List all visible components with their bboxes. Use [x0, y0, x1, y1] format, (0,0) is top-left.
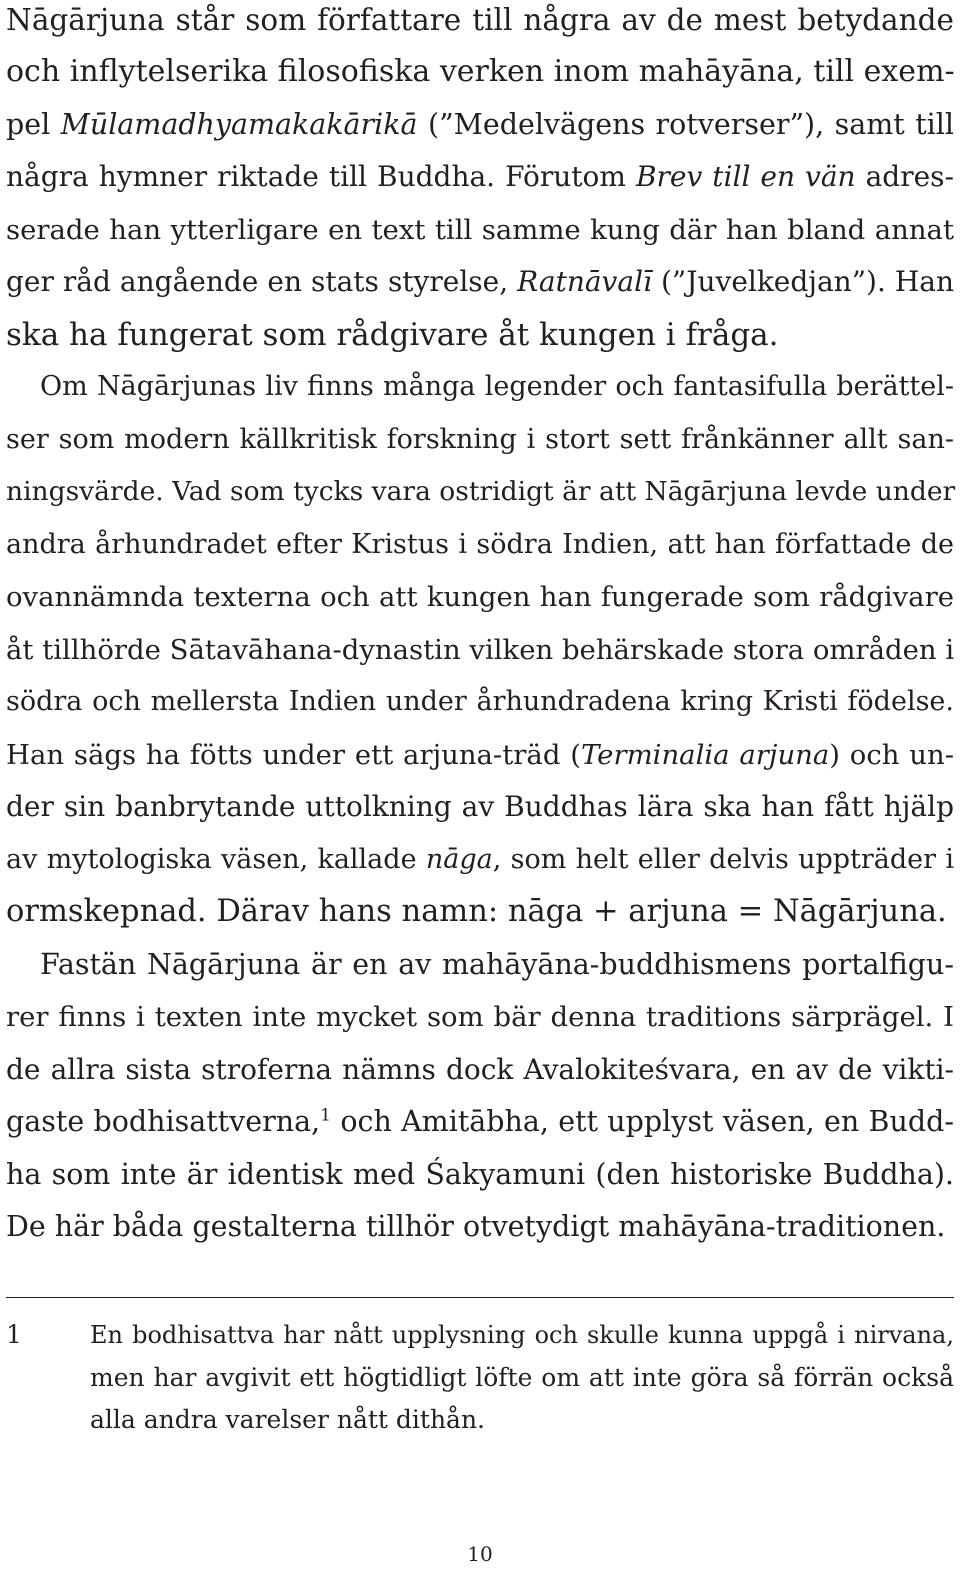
- footnote-separator: [6, 1297, 954, 1298]
- footnote-reference[interactable]: 1: [320, 1105, 332, 1126]
- italic-term: nāga: [425, 844, 493, 875]
- body-line: De här båda gestalterna tillhör otvetydigt mahāyāna-traditionen.: [6, 1210, 946, 1243]
- body-line: av mytologiska väsen, kallade nāga, som helt eller delvis uppträder i: [6, 844, 954, 875]
- body-line: ha som inte är identisk med Śakyamuni (den historiske Buddha).: [6, 1158, 954, 1191]
- body-line: serade han ytterligare en text till samme kung där han bland annat: [6, 214, 954, 246]
- body-line: södra och mellersta Indien under århundradena kring Kristi födelse.: [6, 686, 954, 717]
- page-number: 10: [467, 1542, 493, 1566]
- italic-species-name: Terminalia arjuna: [580, 739, 830, 771]
- italic-title: Ratnāvalī: [517, 265, 652, 298]
- footnote-line: men har avgivit ett högtidligt löfte om att inte göra så förrän också: [90, 1363, 954, 1392]
- body-line: ger råd angående en stats styrelse, Ratnāvalī (”Juvelkedjan”). Han: [6, 265, 955, 298]
- body-line: andra århundradet efter Kristus i södra Indien, att han författade de: [6, 529, 954, 560]
- body-line: åt tillhörde Sātavāhana-dynastin vilken behärskade stora områden i: [6, 634, 955, 666]
- body-line: ovannämnda texterna och att kungen han fungerade som rådgivare: [6, 581, 954, 613]
- italic-title: Mūlamadhyamakakārikā: [60, 108, 418, 141]
- body-line: ser som modern källkritisk forskning i stort sett frånkänner allt san-: [6, 424, 954, 455]
- body-line: de allra sista stroferna nämns dock Avalokiteśvara, en av de vikti-: [6, 1053, 954, 1086]
- footnote-line: En bodhisattva har nått upplysning och skulle kunna uppgå i nirvana,: [90, 1321, 954, 1349]
- body-line: några hymner riktade till Buddha. Förutom Brev till en vän adres-: [6, 160, 954, 193]
- body-line: pel Mūlamadhyamakakārikā (”Medelvägens rotverser”), samt till: [6, 108, 954, 141]
- body-line: Han sägs ha fötts under ett arjuna-träd (Terminalia arjuna) och un-: [6, 739, 954, 771]
- body-line: och inflytelserika filosofiska verken inom mahāyāna, till exem-: [6, 54, 955, 89]
- body-line: Om Nāgārjunas liv finns många legender och fantasifulla berättel-: [40, 371, 954, 402]
- footnote-line: alla andra varelser nått dithån.: [90, 1405, 485, 1434]
- body-line: ormskepnad. Därav hans namn: nāga + arjuna = Nāgārjuna.: [6, 894, 947, 929]
- body-line: Fastän Nāgārjuna är en av mahāyāna-buddhismens portalfigu-: [40, 948, 954, 981]
- body-line: rer finns i texten inte mycket som bär denna traditions särprägel. I: [6, 1001, 954, 1033]
- body-line: ningsvärde. Vad som tycks vara ostridigt är att Nāgārjuna levde under: [6, 476, 956, 507]
- italic-title: Brev till en vän: [635, 160, 856, 193]
- body-line: der sin banbrytande uttolkning av Buddhas lära ska han fått hjälp: [6, 790, 954, 823]
- body-line: Nāgārjuna står som författare till några av de mest betydande: [6, 3, 954, 37]
- body-line: gaste bodhisattverna,$^1$ och Amitābha, ett upplyst väsen, en Budd-: [6, 1105, 954, 1138]
- body-line: ska ha fungerat som rådgivare åt kungen i fråga.: [6, 317, 779, 353]
- footnote-number: 1: [6, 1320, 22, 1349]
